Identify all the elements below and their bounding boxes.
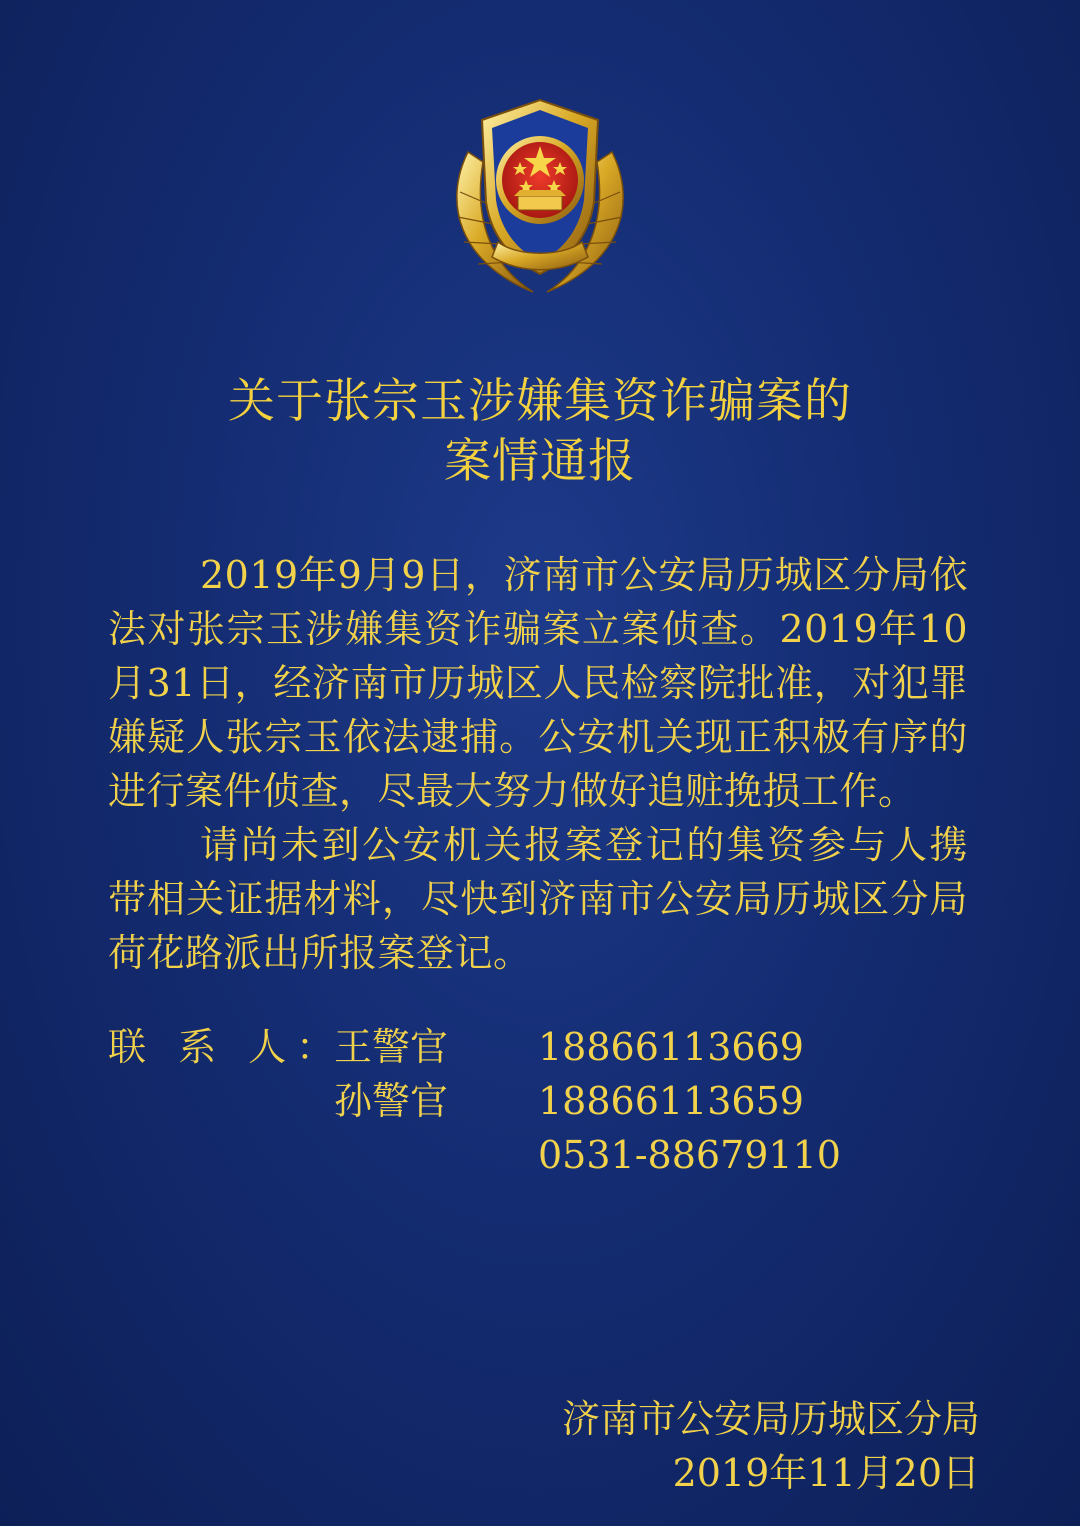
notice-title-line1: 关于张宗玉涉嫌集资诈骗案的 <box>228 374 852 429</box>
signature-date: 2019年11月20日 <box>672 1451 980 1495</box>
contact-phone: 0531-88679110 <box>538 1133 841 1177</box>
contacts-block <box>108 1020 968 1182</box>
paragraph-case-filing: 2019年9月9日，济南市公安局历城区分局依法对张宗玉涉嫌集资诈骗案立案侦查。2019年10月31日，经济南市历城区人民检察院批准，对犯罪嫌疑人张宗玉依法逮捕。公安机关现正积极有序的进行案件侦查，尽最大努力做好追赃挽损工作。 <box>108 553 968 813</box>
contact-row <box>108 1074 968 1128</box>
notice-title-line2: 案情通报 <box>444 434 636 489</box>
contact-row <box>108 1128 968 1182</box>
signature-org: 济南市公安局历城区分局 <box>561 1397 980 1441</box>
contact-name: 孙警官 <box>334 1079 449 1123</box>
notice-body <box>108 548 968 980</box>
police-emblem-icon <box>438 92 642 298</box>
contact-row <box>108 1020 968 1074</box>
contacts-label: 联 系 人： <box>108 1025 345 1069</box>
paragraph-report-request: 请尚未到公安机关报案登记的集资参与人携带相关证据材料，尽快到济南市公安局历城区分局荷花路派出所报案登记。 <box>108 823 968 975</box>
contact-name: 王警官 <box>334 1025 449 1069</box>
contact-phone: 18866113669 <box>538 1025 804 1069</box>
contact-phone: 18866113659 <box>538 1079 804 1123</box>
